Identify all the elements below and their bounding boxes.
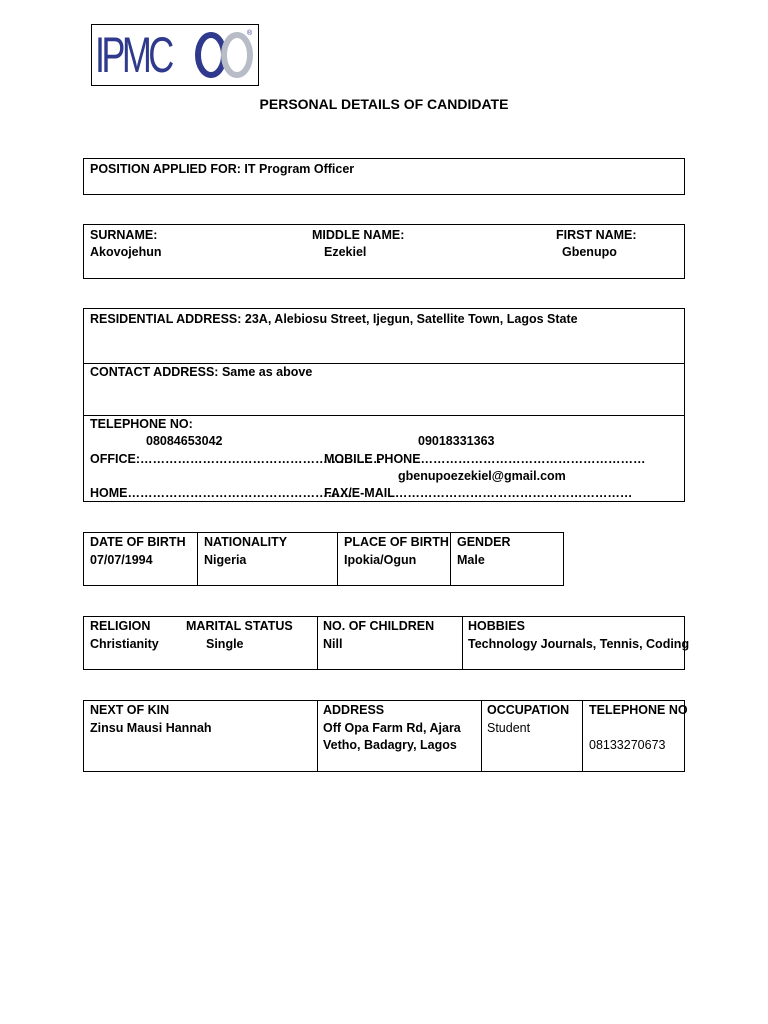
surname-value: Akovojehun	[90, 245, 162, 259]
bio-table	[83, 532, 564, 586]
hobbies-value: Technology Journals, Tennis, Coding	[468, 637, 690, 651]
divider	[462, 617, 463, 669]
mobile-number: 09018331363	[418, 434, 495, 448]
divider	[582, 701, 583, 771]
dob-value: 07/07/1994	[90, 553, 153, 567]
religion-label: RELIGION	[90, 619, 151, 633]
kin-telephone-label: TELEPHONE NO	[589, 703, 688, 717]
kin-address-line2: Vetho, Badagry, Lagos	[323, 738, 457, 752]
dob-label: DATE OF BIRTH	[90, 535, 186, 549]
next-of-kin-value: Zinsu Mausi Hannah	[90, 721, 212, 735]
first-name-label: FIRST NAME:	[556, 228, 637, 242]
place-of-birth-value: Ipokia/Ogun	[344, 553, 417, 567]
residential-address: RESIDENTIAL ADDRESS: 23A, Alebiosu Street, Ijegun, Satellite Town, Lagos State	[90, 312, 578, 326]
gender-label: GENDER	[457, 535, 511, 549]
divider	[317, 617, 318, 669]
middle-name-value: Ezekiel	[324, 245, 367, 259]
registered-mark: ®	[247, 30, 253, 37]
marital-status-value: Single	[206, 637, 244, 651]
next-of-kin-label: NEXT OF KIN	[90, 703, 170, 717]
children-label: NO. OF CHILDREN	[323, 619, 435, 633]
hobbies-label: HOBBIES	[468, 619, 525, 633]
nationality-value: Nigeria	[204, 553, 247, 567]
residential-value: 23A, Alebiosu Street, Ijegun, Satellite Town, Lagos State	[244, 312, 578, 326]
marital-status-label: MARITAL STATUS	[186, 619, 293, 633]
email-value: gbenupoezekiel@gmail.com	[398, 469, 566, 483]
address-box	[83, 308, 685, 502]
place-of-birth-label: PLACE OF BIRTH	[344, 535, 449, 549]
children-value: Nill	[323, 637, 343, 651]
divider	[317, 701, 318, 771]
kin-address-label: ADDRESS	[323, 703, 385, 717]
status-table	[83, 616, 690, 670]
kin-telephone-value: 08133270673	[589, 738, 666, 752]
position-box	[83, 158, 685, 195]
position-label: POSITION APPLIED FOR: IT Program Officer	[90, 162, 355, 176]
divider	[197, 533, 198, 585]
first-name-value: Gbenupo	[562, 245, 617, 259]
logo-text: IPMC	[95, 27, 171, 83]
surname-label: SURNAME:	[90, 228, 158, 242]
religion-value: Christianity	[90, 637, 159, 651]
telephone-label: TELEPHONE NO:	[90, 417, 193, 431]
next-of-kin-table	[83, 700, 688, 772]
mobile-phone-label: MOBILE PHONE………………………………………………	[324, 452, 646, 466]
position-value: IT Program Officer	[244, 162, 355, 176]
contact-address: CONTACT ADDRESS: Same as above	[90, 365, 313, 379]
occupation-value: Student	[487, 721, 531, 735]
divider	[481, 701, 482, 771]
kin-address-line1: Off Opa Farm Rd, Ajara	[323, 721, 461, 735]
ipmc-logo	[91, 24, 259, 86]
divider	[337, 533, 338, 585]
middle-name-label: MIDDLE NAME:	[312, 228, 405, 242]
nationality-label: NATIONALITY	[204, 535, 288, 549]
gender-value: Male	[457, 553, 485, 567]
contact-value: Same as above	[221, 365, 313, 379]
page-title: PERSONAL DETAILS OF CANDIDATE	[259, 96, 509, 112]
office-label: OFFICE:………………………………………………….	[90, 452, 381, 466]
fax-email-label: FAX/E-MAIL…………………………………………………	[324, 486, 633, 500]
logo-infinity-icon	[92, 25, 260, 87]
occupation-label: OCCUPATION	[487, 703, 570, 717]
home-label: HOME………………………………………………	[90, 486, 353, 500]
office-number: 08084653042	[146, 434, 223, 448]
names-box	[83, 224, 685, 279]
divider	[450, 533, 451, 585]
